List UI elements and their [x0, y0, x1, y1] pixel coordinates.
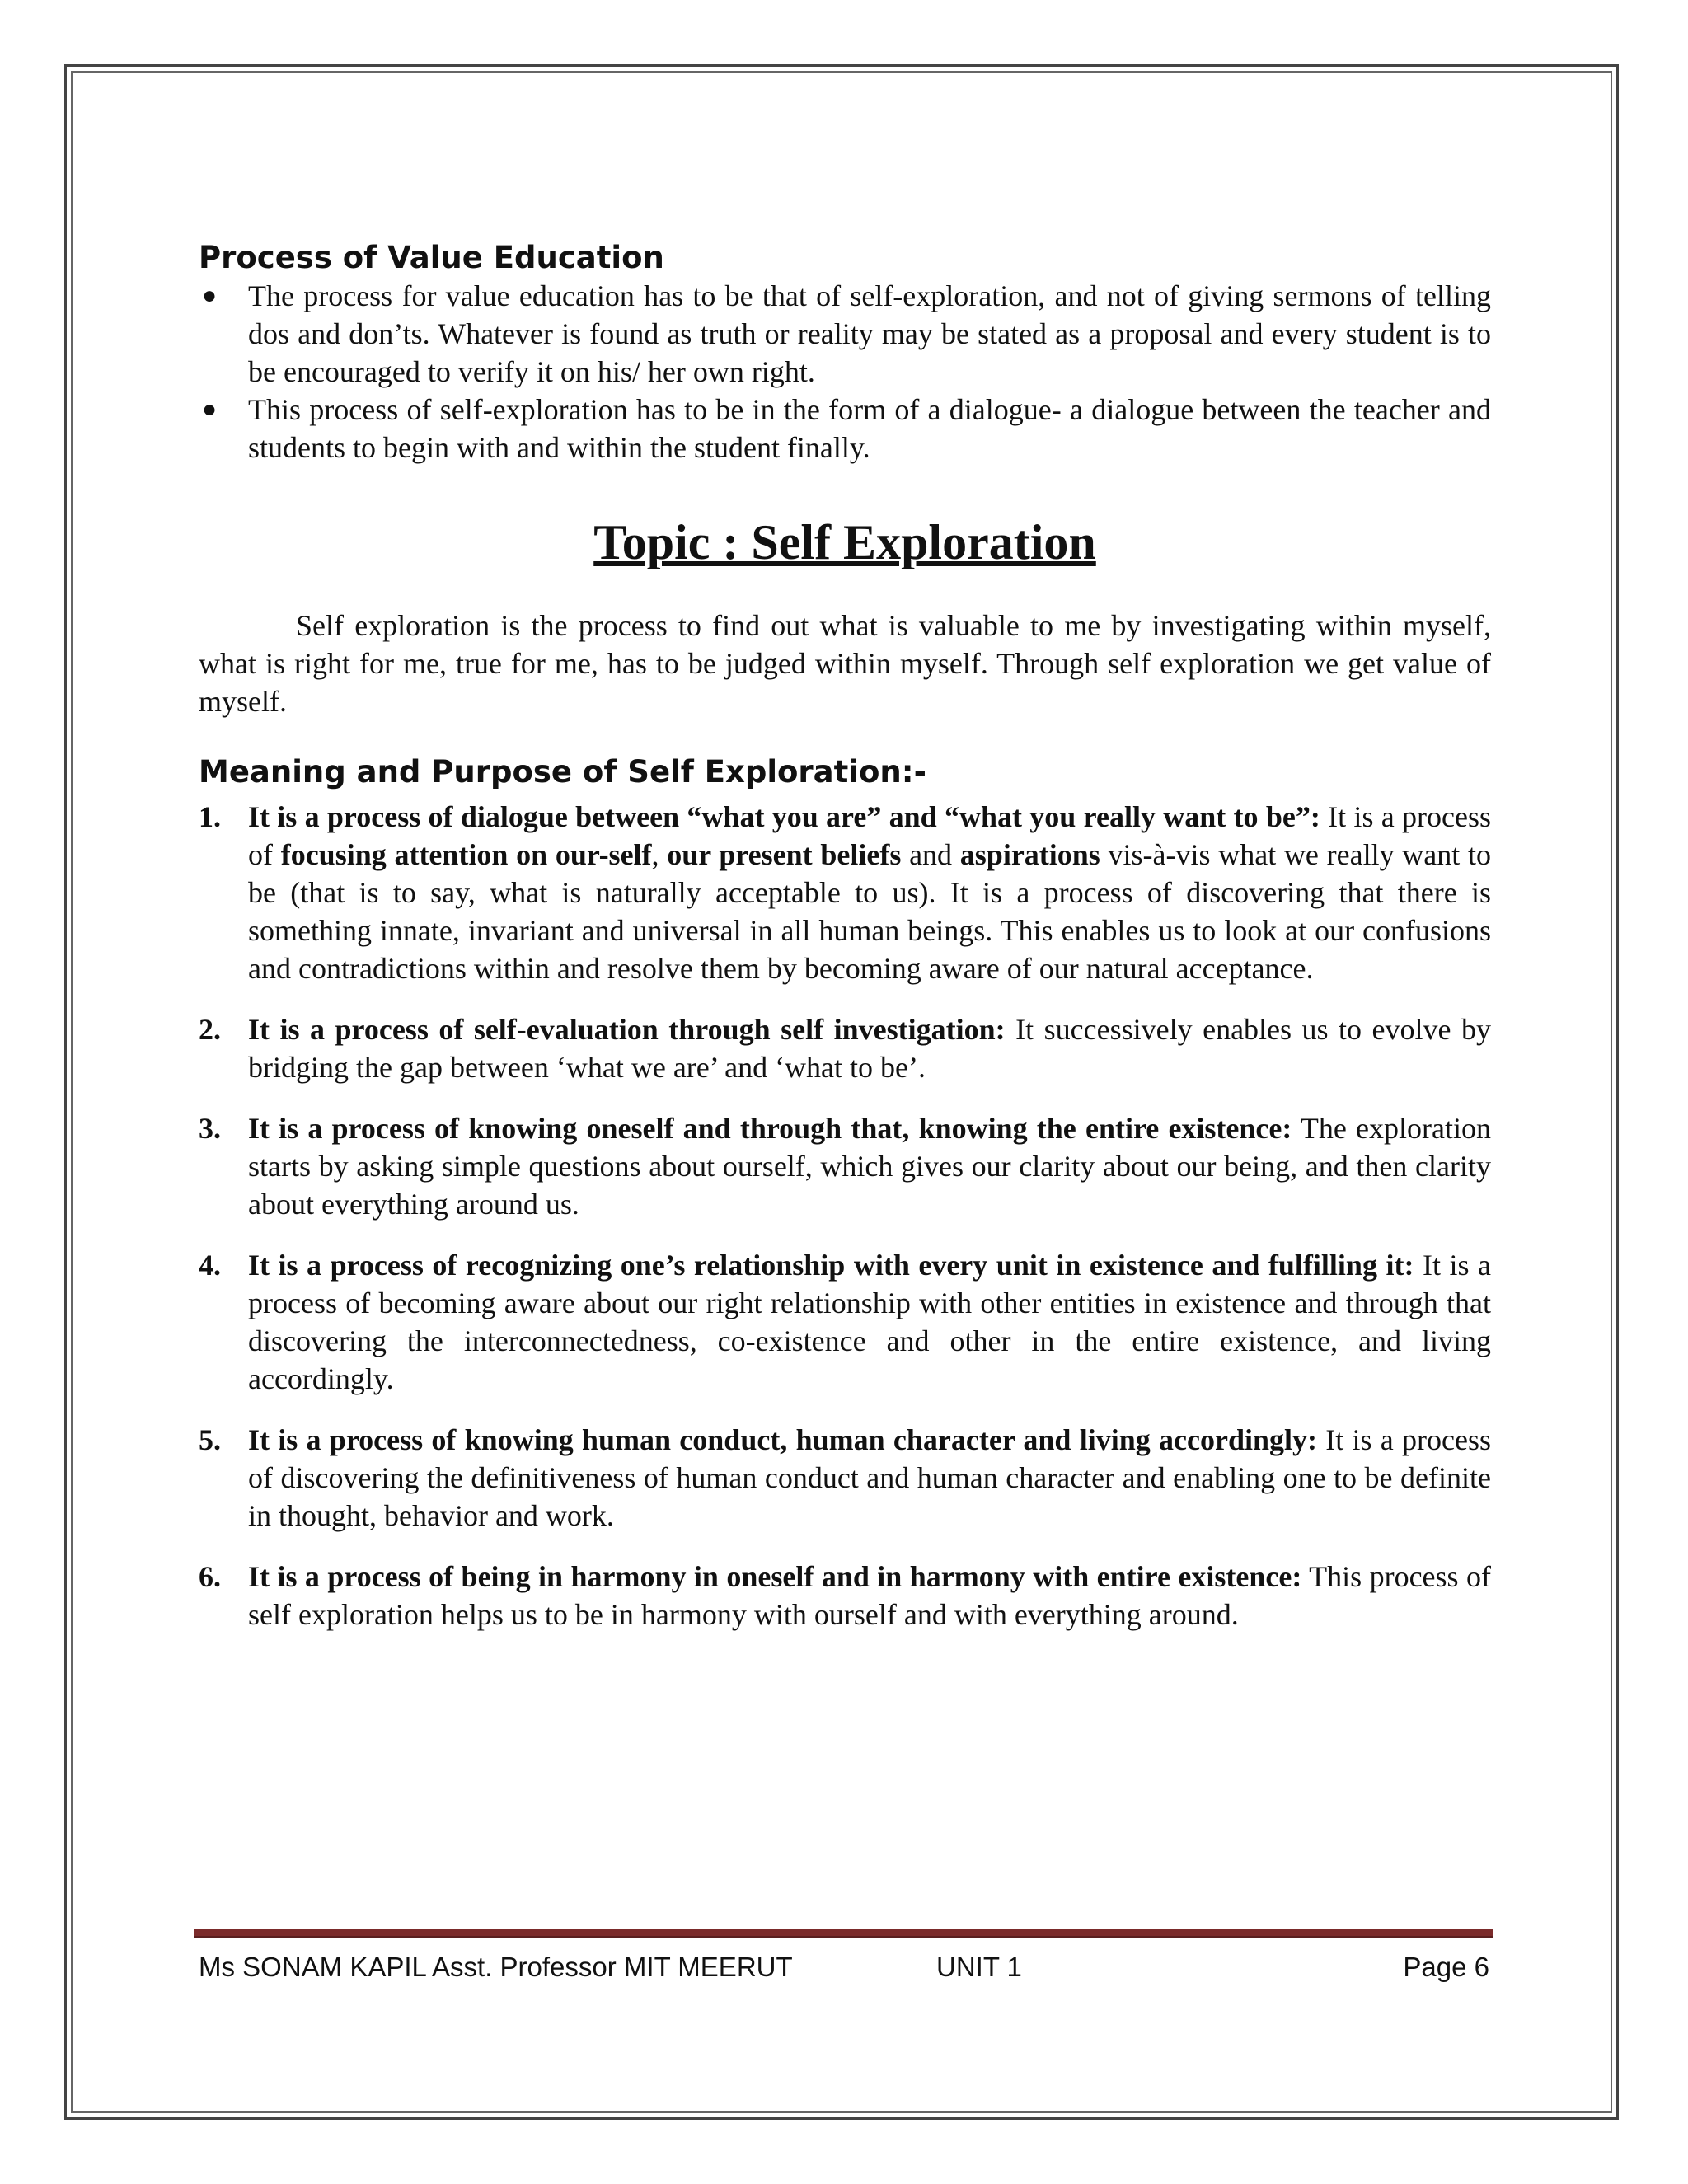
bullet-item: ● This process of self-exploration has to be in the form of a dialogue- a dialogue between the teacher and students to begin with and within the student finally. [199, 391, 1491, 466]
section-heading-meaning-purpose: Meaning and Purpose of Self Exploration:- [199, 754, 926, 790]
list-item: 3. It is a process of knowing oneself and through that, knowing the entire existence: The exploration starts by asking simple questions about ourself, which gives our clarity about our being, and then clarity about everything around us. [199, 1112, 1491, 1221]
list-item: 2. It is a process of self-evaluation through self investigation: It successively enables us to evolve by bridging the gap between ‘what we are’ and ‘what to be’. [199, 1013, 1491, 1084]
page-content [199, 239, 1491, 1657]
topic-title: Topic : Self Exploration [593, 515, 1096, 569]
footer-author: Ms SONAM KAPIL Asst. Professor MIT MEERUT [199, 1952, 793, 1982]
value-education-bullets [199, 277, 1491, 466]
list-item: 5. It is a process of knowing human conduct, human character and living accordingly: It is a process of discovering the definitiveness of human conduct and human character and enabling one to be definite in thought, behavior and work. [199, 1423, 1491, 1532]
list-item: 6. It is a process of being in harmony in oneself and in harmony with entire existence: This process of self exploration helps us to be in harmony with ourself and with everything around. [199, 1560, 1491, 1631]
bullet-dot-icon: ● [202, 282, 218, 309]
intro-paragraph: Self exploration is the process to find out what is valuable to me by investigating within myself, what is right for me, true for me, has to be judged within myself. Through self exploration we get value of myself. [199, 609, 1491, 718]
footer-divider [194, 1929, 1493, 1938]
list-item: 4. It is a process of recognizing one’s relationship with every unit in existence and fulfilling it: It is a process of becoming aware about our right relationship with other entities in existence and through that discovering the interconnectedness, co-existence and other in the entire existence, and living accordingly. [199, 1249, 1491, 1395]
section-heading-value-education: Process of Value Education [199, 240, 664, 275]
page-footer [199, 1947, 1489, 1988]
purpose-list [199, 798, 1491, 1633]
footer-unit: UNIT 1 [936, 1952, 1022, 1982]
footer-page-number: Page 6 [1403, 1952, 1489, 1982]
list-item: 1. It is a process of dialogue between “what you are” and “what you really want to be”: It is a process of focusing attention on our-self, our present beliefs and aspirations vis-à-vis what we really want to be (that is to say, what is naturally acceptable to us). It is a process of discovering that there is something innate, invariant and universal in all human beings. This enables us to look at our confusions and contradictions within and resolve them by becoming aware of our natural acceptance. [199, 800, 1491, 985]
bullet-item: ● The process for value education has to be that of self-exploration, and not of giving sermons of telling dos and don’ts. Whatever is found as truth or reality may be stated as a proposal and every student is to be encouraged to verify it on his/ her own right. [199, 277, 1491, 391]
bullet-dot-icon: ● [202, 396, 218, 423]
